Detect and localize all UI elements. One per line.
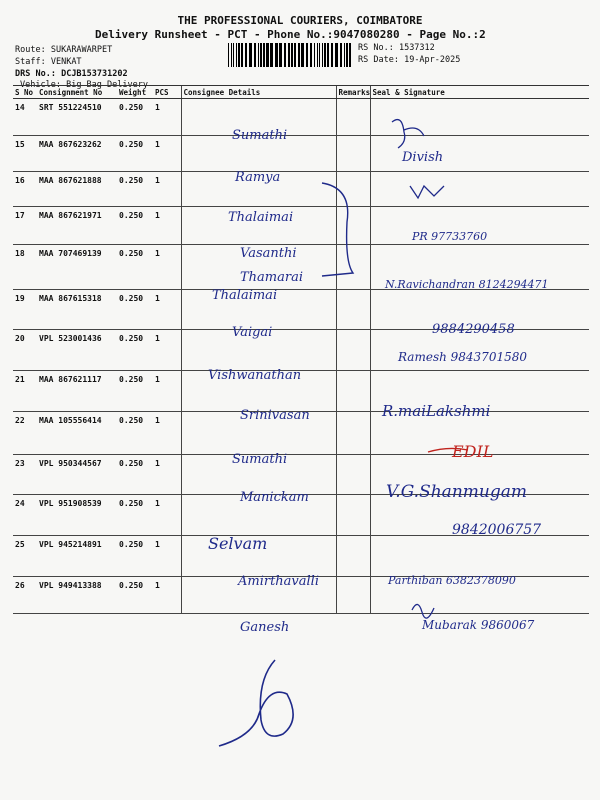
col-consignment: Consignment No <box>37 86 117 99</box>
remarks-cell <box>336 99 370 136</box>
table-row <box>13 207 589 245</box>
rs-date-field <box>358 55 460 65</box>
pcs-cell: 1 <box>153 245 181 290</box>
handwritten-signature: PR 97733760 <box>412 230 488 243</box>
consignment-cell: MAA 867621117 <box>37 371 117 412</box>
pcs-cell: 1 <box>153 172 181 207</box>
handwritten-consignee: Sumathi <box>232 452 288 467</box>
barcode-bar <box>266 43 269 67</box>
handwritten-signature: EDIL <box>452 442 494 461</box>
col-weight: Weight <box>117 86 153 99</box>
rs-no-label: RS No.: <box>358 43 394 53</box>
rs-date-value: 19-Apr-2025 <box>404 55 461 65</box>
drs-value: DCJB153731202 <box>61 69 128 79</box>
handwritten-signature: 9842006757 <box>452 522 542 538</box>
barcode-bar <box>331 43 333 67</box>
consignment-cell: MAA 867621971 <box>37 207 117 245</box>
consignment-cell: VPL 945214891 <box>37 536 117 577</box>
remarks-cell <box>336 536 370 577</box>
barcode-bar <box>258 43 259 67</box>
route-value: SUKARAWARPET <box>50 45 113 55</box>
handwritten-signature: Ramesh 9843701580 <box>398 350 527 364</box>
sno-cell: 23 <box>13 455 37 495</box>
handwritten-consignee: Thamarai <box>240 270 303 285</box>
weight-cell: 0.250 <box>117 495 153 536</box>
table-row <box>13 99 589 136</box>
table-header-row <box>13 86 589 99</box>
remarks-cell <box>336 330 370 371</box>
barcode-bar <box>275 43 278 67</box>
sno-cell: 22 <box>13 412 37 455</box>
sno-cell: 24 <box>13 495 37 536</box>
handwritten-signature: Mubarak 9860067 <box>422 618 535 632</box>
staff-label: Staff: <box>15 57 46 67</box>
remarks-cell <box>336 245 370 290</box>
sno-cell: 21 <box>13 371 37 412</box>
barcode-bar <box>294 43 296 67</box>
consignment-cell: MAA 867621888 <box>37 172 117 207</box>
consignment-cell: MAA 105556414 <box>37 412 117 455</box>
pcs-cell: 1 <box>153 99 181 136</box>
table-row <box>13 536 589 577</box>
pcs-cell: 1 <box>153 371 181 412</box>
barcode-bar <box>263 43 265 67</box>
barcode-bar <box>238 43 240 67</box>
pcs-cell: 1 <box>153 290 181 330</box>
consignment-cell: VPL 523001436 <box>37 330 117 371</box>
col-signature: Seal & Signature <box>370 86 589 99</box>
col-consignee: Consignee Details <box>181 86 336 99</box>
remarks-cell <box>336 577 370 614</box>
drs-label: DRS No.: <box>15 69 56 79</box>
pcs-cell: 1 <box>153 207 181 245</box>
rs-no-field <box>358 43 435 53</box>
route-field <box>15 45 112 55</box>
barcode-bar <box>245 43 247 67</box>
handwritten-consignee: Thalaimai <box>212 288 278 303</box>
barcode-bar <box>298 43 300 67</box>
consignment-cell: SRT 551224510 <box>37 99 117 136</box>
col-pcs: PCS <box>153 86 181 99</box>
barcode-bar <box>340 43 342 67</box>
handwritten-consignee: Ganesh <box>240 620 290 635</box>
company-title: THE PROFESSIONAL COURIERS, COIMBATORE <box>177 14 423 27</box>
consignment-cell: VPL 949413388 <box>37 577 117 614</box>
barcode-bar <box>270 43 273 67</box>
handwritten-signature: R.maiLakshmi <box>382 402 491 420</box>
sno-cell: 19 <box>13 290 37 330</box>
pcs-cell: 1 <box>153 136 181 172</box>
barcode-bar <box>233 43 234 67</box>
handwritten-consignee: Vishwanathan <box>208 368 302 383</box>
handwritten-consignee: Thalaimai <box>228 210 294 225</box>
remarks-cell <box>336 207 370 245</box>
staff-value: VENKAT <box>50 57 82 67</box>
sno-cell: 25 <box>13 536 37 577</box>
barcode-bar <box>319 43 320 67</box>
pcs-cell: 1 <box>153 412 181 455</box>
consignment-cell: MAA 867615318 <box>37 290 117 330</box>
weight-cell: 0.250 <box>117 172 153 207</box>
handwritten-consignee: Sumathi <box>232 128 288 143</box>
barcode-bar <box>228 43 229 67</box>
remarks-cell <box>336 455 370 495</box>
runsheet-subtitle: Delivery Runsheet - PCT - Phone No.:9047080280 - Page No.:2 <box>95 28 486 41</box>
vehicle-label: Vehicle: <box>20 80 61 90</box>
barcode <box>228 43 352 67</box>
barcode-bar <box>241 43 243 67</box>
route-label: Route: <box>15 45 46 55</box>
barcode-bar <box>236 43 237 67</box>
handwritten-consignee: Manickam <box>240 490 309 505</box>
barcode-bar <box>254 43 256 67</box>
remarks-cell <box>336 412 370 455</box>
barcode-bar <box>249 43 252 67</box>
barcode-bar <box>288 43 290 67</box>
handwritten-consignee: Srinivasan <box>240 408 310 423</box>
pcs-cell: 1 <box>153 330 181 371</box>
col-remarks: Remarks <box>336 86 370 99</box>
barcode-bar <box>310 43 312 67</box>
pcs-cell: 1 <box>153 495 181 536</box>
consignment-cell: MAA 707469139 <box>37 245 117 290</box>
signature-cell <box>370 99 589 136</box>
pcs-cell: 1 <box>153 455 181 495</box>
barcode-bar <box>279 43 282 67</box>
handwritten-signature: Parthiban 6382378090 <box>388 574 516 587</box>
weight-cell: 0.250 <box>117 412 153 455</box>
remarks-cell <box>336 172 370 207</box>
barcode-bar <box>335 43 338 67</box>
sno-cell: 20 <box>13 330 37 371</box>
weight-cell: 0.250 <box>117 290 153 330</box>
signature-cell <box>370 172 589 207</box>
handwritten-consignee: Vasanthi <box>240 246 297 261</box>
rs-date-label: RS Date: <box>358 55 399 65</box>
consignment-cell: VPL 950344567 <box>37 455 117 495</box>
weight-cell: 0.250 <box>117 371 153 412</box>
handwritten-consignee: Ramya <box>235 170 281 185</box>
weight-cell: 0.250 <box>117 207 153 245</box>
barcode-bar <box>349 43 351 67</box>
remarks-cell <box>336 290 370 330</box>
handwritten-signature: V.G.Shanmugam <box>386 482 527 502</box>
barcode-bar <box>344 43 345 67</box>
sno-cell: 14 <box>13 99 37 136</box>
consignment-cell: MAA 867623262 <box>37 136 117 172</box>
handwritten-signature: 9884290458 <box>432 322 515 337</box>
barcode-bar <box>346 43 348 67</box>
barcode-bar <box>260 43 262 67</box>
vehicle-value: Big Bag Delivery <box>66 80 148 90</box>
pcs-cell: 1 <box>153 536 181 577</box>
col-sno: S No <box>13 86 37 99</box>
table-row <box>13 172 589 207</box>
sno-cell: 15 <box>13 136 37 172</box>
sno-cell: 17 <box>13 207 37 245</box>
rs-no-value: 1537312 <box>398 43 435 53</box>
barcode-bar <box>306 43 308 67</box>
barcode-bar <box>284 43 286 67</box>
handwritten-signature: N.Ravichandran 8124294471 <box>385 278 549 291</box>
barcode-bar <box>231 43 232 67</box>
sno-cell: 18 <box>13 245 37 290</box>
handwritten-signature: Divish <box>402 150 444 165</box>
handwritten-consignee: Amirthavalli <box>238 574 320 589</box>
barcode-bar <box>317 43 318 67</box>
handwritten-consignee: Selvam <box>208 534 268 553</box>
weight-cell: 0.250 <box>117 536 153 577</box>
signature-cell <box>370 536 589 577</box>
remarks-cell <box>336 371 370 412</box>
sno-cell: 16 <box>13 172 37 207</box>
staff-field <box>15 57 82 67</box>
handwritten-consignee: Vaigai <box>232 325 273 340</box>
table-row <box>13 136 589 172</box>
barcode-bar <box>327 43 329 67</box>
weight-cell: 0.250 <box>117 330 153 371</box>
weight-cell: 0.250 <box>117 99 153 136</box>
barcode-bar <box>301 43 304 67</box>
barcode-bar <box>291 43 293 67</box>
sno-cell: 26 <box>13 577 37 614</box>
remarks-cell <box>336 136 370 172</box>
weight-cell: 0.250 <box>117 455 153 495</box>
barcode-bar <box>314 43 315 67</box>
barcode-bar <box>324 43 326 67</box>
pcs-cell: 1 <box>153 577 181 614</box>
weight-cell: 0.250 <box>117 577 153 614</box>
remarks-cell <box>336 495 370 536</box>
weight-cell: 0.250 <box>117 136 153 172</box>
drs-field <box>15 69 128 79</box>
weight-cell: 0.250 <box>117 245 153 290</box>
barcode-bar <box>322 43 323 67</box>
consignment-cell: VPL 951908539 <box>37 495 117 536</box>
